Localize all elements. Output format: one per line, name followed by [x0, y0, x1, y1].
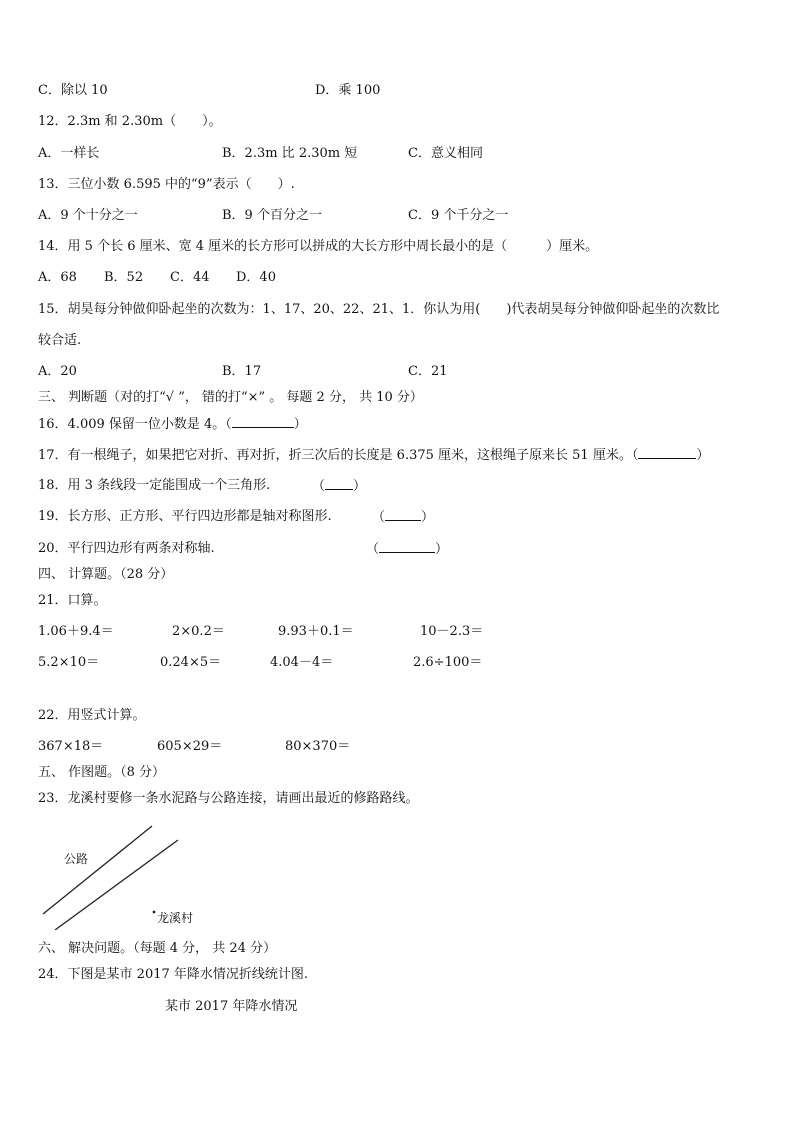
q18-close: ） — [353, 479, 367, 494]
q11-option-d: D．乘 100 — [315, 83, 381, 98]
q21-row2-item: 0.24×5＝ — [160, 655, 222, 670]
q16-answer-blank[interactable] — [232, 415, 294, 428]
q20-answer-blank[interactable] — [379, 540, 435, 553]
q13-option-b: B．9 个百分之一 — [222, 208, 322, 223]
q11-option-c: C．除以 10 — [38, 83, 108, 98]
q23-stem: 23．龙溪村要修一条水泥路与公路连接，请画出最近的修路路线。 — [38, 791, 419, 806]
q21-row2-item: 2.6÷100＝ — [413, 655, 483, 670]
q12-option-b: B．2.3m 比 2.30m 短 — [222, 146, 358, 161]
section-5-title: 五、 作图题。（8 分） — [38, 765, 166, 780]
village-label: 龙溪村 — [157, 911, 194, 925]
q12-stem: 12．2.3m 和 2.30m（ ）。 — [38, 114, 222, 129]
q17 — [38, 446, 709, 465]
q14-stem: 14．用 5 个长 6 厘米、宽 4 厘米的长方形可以拼成的大长方形中周长最小的是（ ）厘米。 — [38, 239, 599, 254]
q16-stem: 16．4.009 保留一位小数是 4。（ — [38, 417, 232, 432]
q13-option-c: C．9 个千分之一 — [408, 208, 509, 223]
q14-option-b: B．52 — [104, 270, 144, 285]
q16 — [38, 415, 307, 434]
q18-answer — [312, 477, 366, 496]
road-label: 公路 — [64, 852, 89, 866]
section-4-title: 四、 计算题。（28 分） — [38, 567, 174, 582]
q21-row1-item: 10－2.3＝ — [420, 624, 484, 639]
q21-row1-item: 2×0.2＝ — [172, 624, 225, 639]
q15-option-a: A．20 — [38, 364, 77, 379]
q19-answer — [372, 508, 434, 527]
q15-option-b: B．17 — [222, 364, 262, 379]
q20-open: （ — [366, 542, 380, 557]
q14-option-c: C．44 — [170, 270, 210, 285]
q22-item: 367×18＝ — [38, 739, 104, 754]
q16-close: ） — [293, 417, 307, 432]
q22-item: 80×370＝ — [285, 739, 351, 754]
q21-row1-item: 1.06＋9.4＝ — [38, 624, 114, 639]
q14-option-a: A．68 — [38, 270, 77, 285]
chart-title: 某市 2017 年降水情况 — [165, 999, 298, 1014]
q14-option-d: D．40 — [236, 270, 276, 285]
q17-answer-blank[interactable] — [638, 446, 696, 459]
q12-option-c: C．意义相同 — [408, 146, 483, 161]
q17-stem: 17．有一根绳子，如果把它对折、再对折，折三次后的长度是 6.375 厘米，这根绳子原来长 51 厘米。（ — [38, 448, 639, 463]
q20-answer — [366, 540, 448, 559]
q21-stem: 21．口算。 — [38, 593, 107, 608]
road-village-figure — [30, 818, 280, 930]
q24-stem: 24．下图是某市 2017 年降水情况折线统计图. — [38, 967, 309, 982]
section-6-title: 六、 解决问题。（每题 4 分， 共 24 分） — [38, 941, 277, 956]
section-3-title: 三、 判断题（对的打“√ ”， 错的打“×” 。 每题 2 分， 共 10 分） — [38, 390, 423, 405]
q17-close: ） — [696, 448, 710, 463]
q21-row2-item: 4.04－4＝ — [270, 655, 334, 670]
q19-close: ） — [421, 510, 435, 525]
q19-stem: 19．长方形、正方形、平行四边形都是轴对称图形. — [38, 509, 332, 524]
q22-item: 605×29＝ — [157, 739, 223, 754]
q22-stem: 22．用竖式计算。 — [38, 708, 146, 723]
q15-option-c: C．21 — [408, 364, 448, 379]
q20-close: ） — [435, 542, 449, 557]
q19-answer-blank[interactable] — [385, 508, 421, 521]
q12-option-a: A．一样长 — [38, 146, 100, 161]
road-line-left — [43, 826, 152, 914]
q19-open: （ — [372, 510, 386, 525]
q13-option-a: A．9 个十分之一 — [38, 208, 138, 223]
q20-stem: 20．平行四边形有两条对称轴. — [38, 541, 215, 556]
q18-answer-blank[interactable] — [325, 477, 353, 490]
village-point — [153, 911, 156, 914]
q21-row2-item: 5.2×10＝ — [38, 655, 100, 670]
q15-stem-line1: 15．胡昊每分钟做仰卧起坐的次数为：1、17、20、22、21、1．你认为用( )代表胡昊每分钟做仰卧起坐的次数比 — [38, 302, 720, 317]
road-figure-svg — [30, 818, 280, 930]
q15-stem-line2: 较合适. — [38, 333, 82, 348]
q21-row1-item: 9.93＋0.1＝ — [278, 624, 354, 639]
q18-open: （ — [312, 479, 326, 494]
q18-stem: 18．用 3 条线段一定能围成一个三角形. — [38, 478, 271, 493]
q13-stem: 13．三位小数 6.595 中的“9”表示（ ）. — [38, 177, 295, 192]
